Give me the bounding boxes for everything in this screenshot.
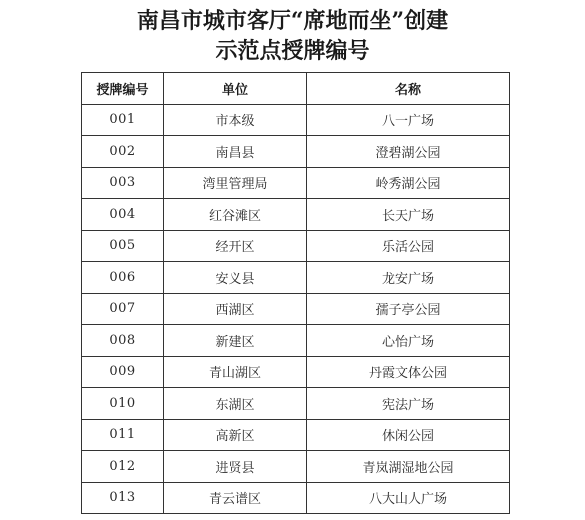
cell-name: 宪法广场: [307, 388, 510, 420]
cell-name: 长天广场: [307, 199, 510, 231]
cell-award-number: 011: [82, 419, 164, 451]
header-unit: 单位: [164, 73, 307, 105]
table-row: [82, 104, 510, 136]
table-row: [82, 167, 510, 199]
header-name: 名称: [307, 73, 510, 105]
cell-unit: 安义县: [164, 262, 307, 294]
cell-award-number: 012: [82, 451, 164, 483]
cell-unit: 青山湖区: [164, 356, 307, 388]
document-title-line-2: 示范点授牌编号: [215, 38, 370, 64]
cell-name: 孺子亭公园: [307, 293, 510, 325]
cell-name: 青岚湖湿地公园: [307, 451, 510, 483]
table-row: [82, 262, 510, 294]
cell-award-number: 005: [82, 230, 164, 262]
cell-award-number: 003: [82, 167, 164, 199]
table-row: [82, 356, 510, 388]
cell-award-number: 006: [82, 262, 164, 294]
cell-name: 龙安广场: [307, 262, 510, 294]
header-award-number: 授牌编号: [82, 73, 164, 105]
cell-unit: 红谷滩区: [164, 199, 307, 231]
cell-unit: 青云谱区: [164, 482, 307, 514]
cell-name: 八一广场: [307, 104, 510, 136]
cell-unit: 高新区: [164, 419, 307, 451]
table-row: [82, 230, 510, 262]
cell-award-number: 013: [82, 482, 164, 514]
award-number-table: [81, 72, 510, 514]
table-row: [82, 136, 510, 168]
table-row: [82, 388, 510, 420]
cell-award-number: 001: [82, 104, 164, 136]
cell-name: 心怡广场: [307, 325, 510, 357]
cell-name: 澄碧湖公园: [307, 136, 510, 168]
cell-award-number: 008: [82, 325, 164, 357]
cell-award-number: 002: [82, 136, 164, 168]
cell-unit: 南昌县: [164, 136, 307, 168]
cell-name: 丹霞文体公园: [307, 356, 510, 388]
cell-unit: 市本级: [164, 104, 307, 136]
cell-award-number: 007: [82, 293, 164, 325]
table-row: [82, 451, 510, 483]
cell-award-number: 009: [82, 356, 164, 388]
table-row: [82, 325, 510, 357]
cell-unit: 进贤县: [164, 451, 307, 483]
document-title-line-1: 南昌市城市客厅“席地而坐”创建: [136, 8, 449, 34]
table-row: [82, 293, 510, 325]
cell-unit: 经开区: [164, 230, 307, 262]
cell-unit: 西湖区: [164, 293, 307, 325]
cell-unit: 新建区: [164, 325, 307, 357]
table-body: [82, 104, 510, 514]
cell-name: 乐活公园: [307, 230, 510, 262]
table-header-row: [82, 73, 510, 105]
table-row: [82, 199, 510, 231]
cell-name: 休闲公园: [307, 419, 510, 451]
cell-unit: 东湖区: [164, 388, 307, 420]
table-row: [82, 419, 510, 451]
cell-award-number: 004: [82, 199, 164, 231]
cell-name: 八大山人广场: [307, 482, 510, 514]
cell-unit: 湾里管理局: [164, 167, 307, 199]
cell-name: 岭秀湖公园: [307, 167, 510, 199]
table-row: [82, 482, 510, 514]
cell-award-number: 010: [82, 388, 164, 420]
